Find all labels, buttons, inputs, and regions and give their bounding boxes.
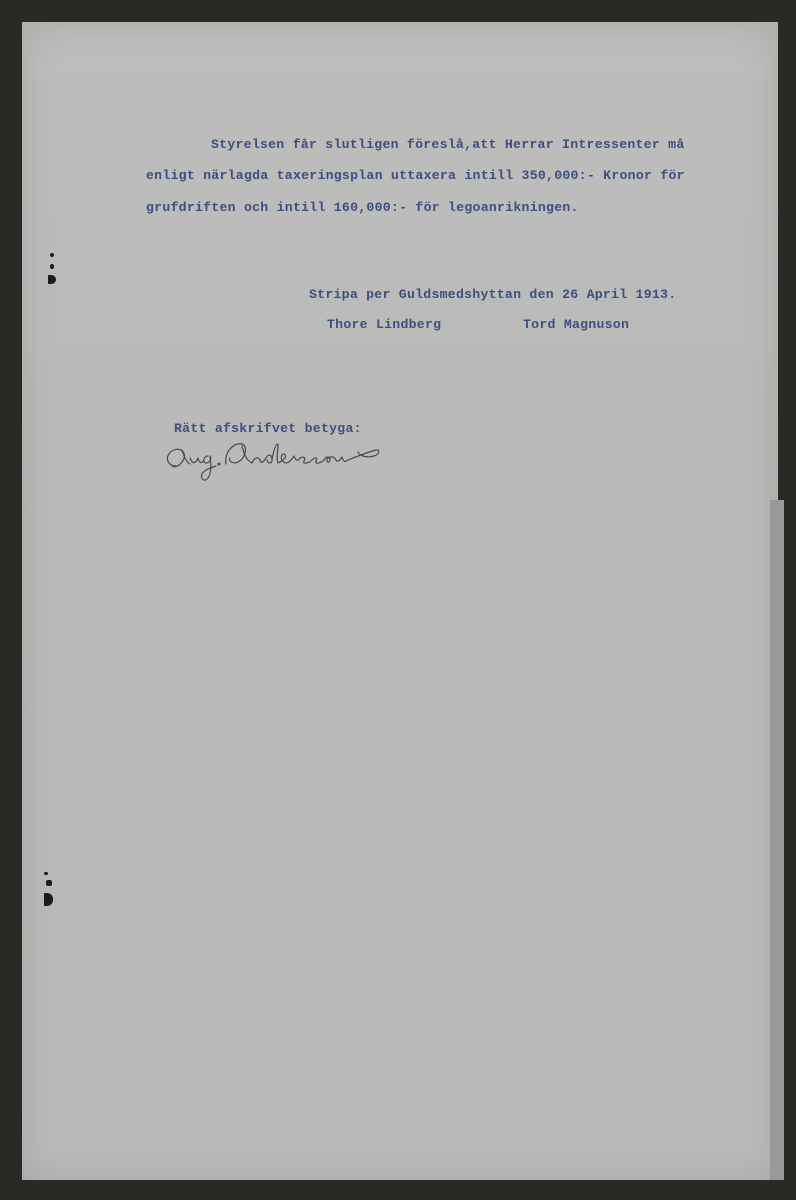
paragraph-line-3: grufdriften och intill 160,000:- för legoanrikningen. <box>146 200 579 215</box>
document-page <box>22 22 778 1180</box>
punch-hole-bottom <box>44 872 48 875</box>
paragraph-line-1: Styrelsen får slutligen föreslå,att Herrar Intressenter må <box>211 137 685 152</box>
punch-hole-top-2 <box>50 264 54 269</box>
certification-text: Rätt afskrifvet betyga: <box>174 421 362 436</box>
signatory-1: Thore Lindberg <box>327 317 442 332</box>
paragraph-line-2: enligt närlagda taxeringsplan uttaxera intill 350,000:- Kronor för <box>146 168 685 183</box>
signatory-2: Tord Magnuson <box>523 317 630 332</box>
punch-hole-top <box>50 253 54 257</box>
page-edge-shadow <box>770 500 784 1180</box>
punch-hole-bottom-2 <box>46 880 52 886</box>
handwritten-signature <box>162 436 392 484</box>
place-date: Stripa per Guldsmedshyttan den 26 April 1913. <box>309 287 677 302</box>
